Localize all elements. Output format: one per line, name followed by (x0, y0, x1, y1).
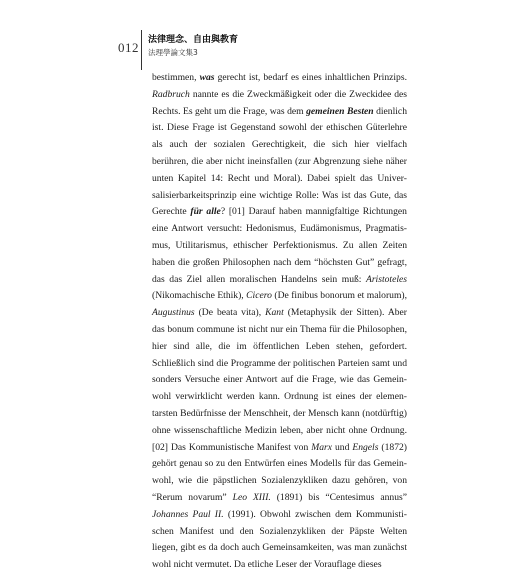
text-run: und (332, 441, 353, 453)
text-run: gehört genau so zu den Entwürfen eines Modells für das Gemein- (152, 458, 407, 470)
text-line (152, 288, 407, 305)
text-run: das das Ziel allen moralischen Handelns sein muß: (152, 273, 366, 285)
text-line (152, 104, 407, 121)
text-line (152, 154, 407, 171)
header-divider (141, 30, 142, 70)
text-run: (1991). Obwohl zwischen dem Kommunisti- (223, 508, 407, 520)
text-run: eine Antwort versucht: Hedonismus, Eudämonismus, Pragmatis- (152, 223, 407, 235)
text-run: (De finibus bonorum et malorum), (271, 290, 407, 302)
text-run: dienlich (373, 105, 407, 117)
text-line (152, 473, 407, 490)
text-line (152, 305, 407, 322)
text-run: bestimmen, (152, 72, 200, 83)
text-run: hier sind alle, die im öffentlichen Leben stehen, gefordert. (152, 340, 407, 352)
emphasis-bold: für alle (190, 206, 221, 218)
emphasis-italic: Aristoteles (365, 273, 407, 285)
text-run: “Rerum novarum” (152, 491, 233, 503)
emphasis-italic: Cicero (246, 290, 272, 302)
emphasis-italic: Leo XIII. (232, 491, 271, 503)
series-title: 法理學論文集3 (148, 48, 198, 57)
emphasis-italic: Augustinus (152, 307, 195, 319)
text-run: wohl nicht vermutet. Da etliche Leser der Vorauflage dieses (152, 559, 382, 571)
text-run: salisierbarkeitsprinzip eine wichtige Rolle: Was ist das Gute, das (152, 189, 407, 201)
text-line (152, 171, 407, 188)
text-run: gerecht ist, bedarf es eines inhaltlichen Prinzips. (214, 72, 407, 83)
text-line (152, 540, 407, 557)
emphasis-italic: Engels (352, 441, 379, 453)
text-line (152, 70, 407, 87)
body-text (152, 70, 407, 574)
text-run: nannte es die Zweckmäßigkeit oder die Zweckidee des (189, 88, 407, 100)
text-run: sonders Versuche einer Antwort auf die Frage, wie das Gemein- (152, 374, 407, 386)
text-run: tarsten Bedürfnisse der Menschheit, der Mensch kann (notdürftig) (152, 407, 407, 419)
text-run: als auch der sozialen Gerechtigkeit, die sich hier vielfach (152, 139, 407, 151)
text-line (152, 389, 407, 406)
text-run: unten Kapitel 14: Recht und Moral). Dabei spielt das Univer- (152, 172, 407, 184)
text-line (152, 440, 407, 457)
text-run: wohl, wie die päpstlichen Sozialenzykliken dazu gehören, von (152, 475, 407, 487)
text-line (152, 87, 407, 104)
text-line (152, 524, 407, 541)
text-line (152, 406, 407, 423)
text-run: ist. Diese Frage ist Gegenstand sowohl der ethischen Güterlehre (152, 122, 407, 134)
text-run: ? [01] Darauf haben mannigfaltige Richtungen (220, 206, 407, 218)
text-run: schen Manifest und den Sozialenzykliken der Päpste Welten (152, 525, 407, 537)
text-line (152, 557, 407, 574)
text-line (152, 272, 407, 289)
emphasis-bold: gemeinen Besten (306, 105, 374, 117)
text-run: (1872) (378, 441, 407, 453)
book-title: 法律理念、自由與教育 (148, 35, 239, 45)
emphasis-italic: Radbruch (152, 88, 190, 100)
text-line (152, 221, 407, 238)
text-line (152, 356, 407, 373)
text-line (152, 507, 407, 524)
text-line (152, 490, 407, 507)
emphasis-italic: Johannes Paul II. (152, 508, 224, 520)
text-line (152, 423, 407, 440)
text-line (152, 456, 407, 473)
text-line (152, 255, 407, 272)
text-line (152, 120, 407, 137)
text-run: Rechts. Es geht um die Frage, was dem (152, 105, 307, 117)
text-run: Schließlich sind die Programme der politischen Parteien samt und (152, 357, 407, 369)
text-run: liegen, gibt es da doch auch Gemeinsamkeiten, was man zunächst (152, 542, 407, 554)
text-run: das bonum commune ist nicht nur ein Thema für die Philosophen, (152, 323, 407, 335)
text-line (152, 137, 407, 154)
text-line (152, 204, 407, 221)
text-line (152, 188, 407, 205)
text-run: (De beata vita), (194, 307, 266, 319)
text-run: ohne wissenschaftliche Medizin leben, aber nicht ohne Ordnung. (152, 424, 407, 436)
text-run: (Metaphysik der Sitten). Aber (283, 307, 407, 319)
page-number: 012 (118, 40, 139, 55)
text-line (152, 372, 407, 389)
text-run: berühren, die aber nicht ineinsfallen (zur Abgrenzung siehe näher (152, 155, 407, 167)
text-run: wohl verwirklicht werden kann. Ordnung ist eines der elemen- (152, 391, 407, 403)
text-run: mus, Utilitarismus, ethischer Perfektionismus. Zu allen Zeiten (152, 239, 407, 251)
text-line (152, 322, 407, 339)
emphasis-bold: was (199, 72, 215, 83)
text-run: (1891) bis “Centesimus annus” (270, 491, 407, 503)
text-run: Gerechte (152, 206, 191, 218)
emphasis-italic: Kant (265, 307, 284, 319)
emphasis-italic: Marx (311, 441, 333, 453)
text-run: (Nikomachische Ethik), (152, 290, 247, 302)
text-line (152, 238, 407, 255)
running-header (148, 32, 238, 58)
text-run: [02] Das Kommunistische Manifest von (152, 441, 312, 453)
text-run: haben die großen Philosophen nach dem “höchsten Gut” gefragt, (152, 256, 407, 268)
text-line (152, 339, 407, 356)
